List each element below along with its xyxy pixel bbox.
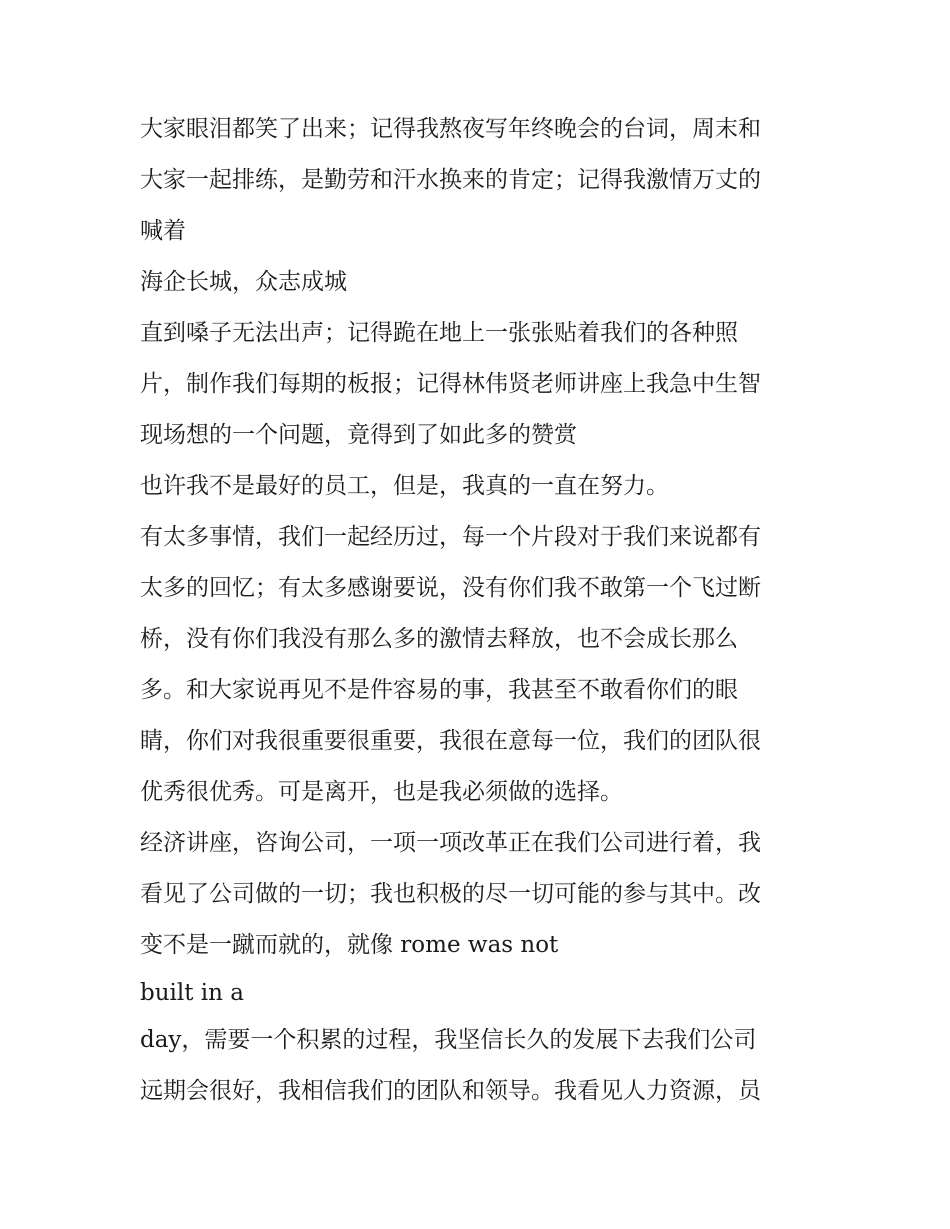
paragraph-1: 大家眼泪都笑了出来；记得我熬夜写年终晚会的台词，周末和 大家一起排练，是勤劳和汗水换来的肯定；记得我激情万丈的 喊着 [140, 116, 761, 244]
paragraph-8: day，需要一个积累的过程，我坚信长久的发展下去我们公司 远期会很好，我相信我们的团队和领导。我看见人力资源，员 [140, 1027, 761, 1104]
paragraph-4: 也许我不是最好的员工，但是，我真的一直在努力。 [140, 473, 669, 499]
paragraph-5: 有太多事情，我们一起经历过，每一个片段对于我们来说都有 太多的回忆；有太多感谢要说，没有你们我不敢第一个飞过断 桥，没有你们我没有那么多的激情去释放，也不会成长那么 多。和大家说再见不是件容易的事，我甚至不敢看你们的眼 睛，你们对我很重要很重要，我很在意每一位，我们的团队很 优秀很优秀。可是离开，也是我必须做的选择。 [140, 524, 761, 805]
paragraph-3: 直到嗓子无法出声；记得跪在地上一张张贴着我们的各种照 片，制作我们每期的板报；记得林伟贤老师讲座上我急中生智 现场想的一个问题，竟得到了如此多的赞赏 [140, 320, 761, 448]
paragraph-2-slogan: 海企长城，众志成城 [140, 269, 347, 295]
paragraph-6: 经济讲座，咨询公司，一项一项改革正在我们公司进行着，我 看见了公司做的一切；我也积极的尽一切可能的参与其中。改 变不是一蹴而就的，就像 rome was not [140, 830, 761, 958]
document-page [140, 104, 820, 1117]
paragraph-7: built in a [140, 980, 244, 1006]
